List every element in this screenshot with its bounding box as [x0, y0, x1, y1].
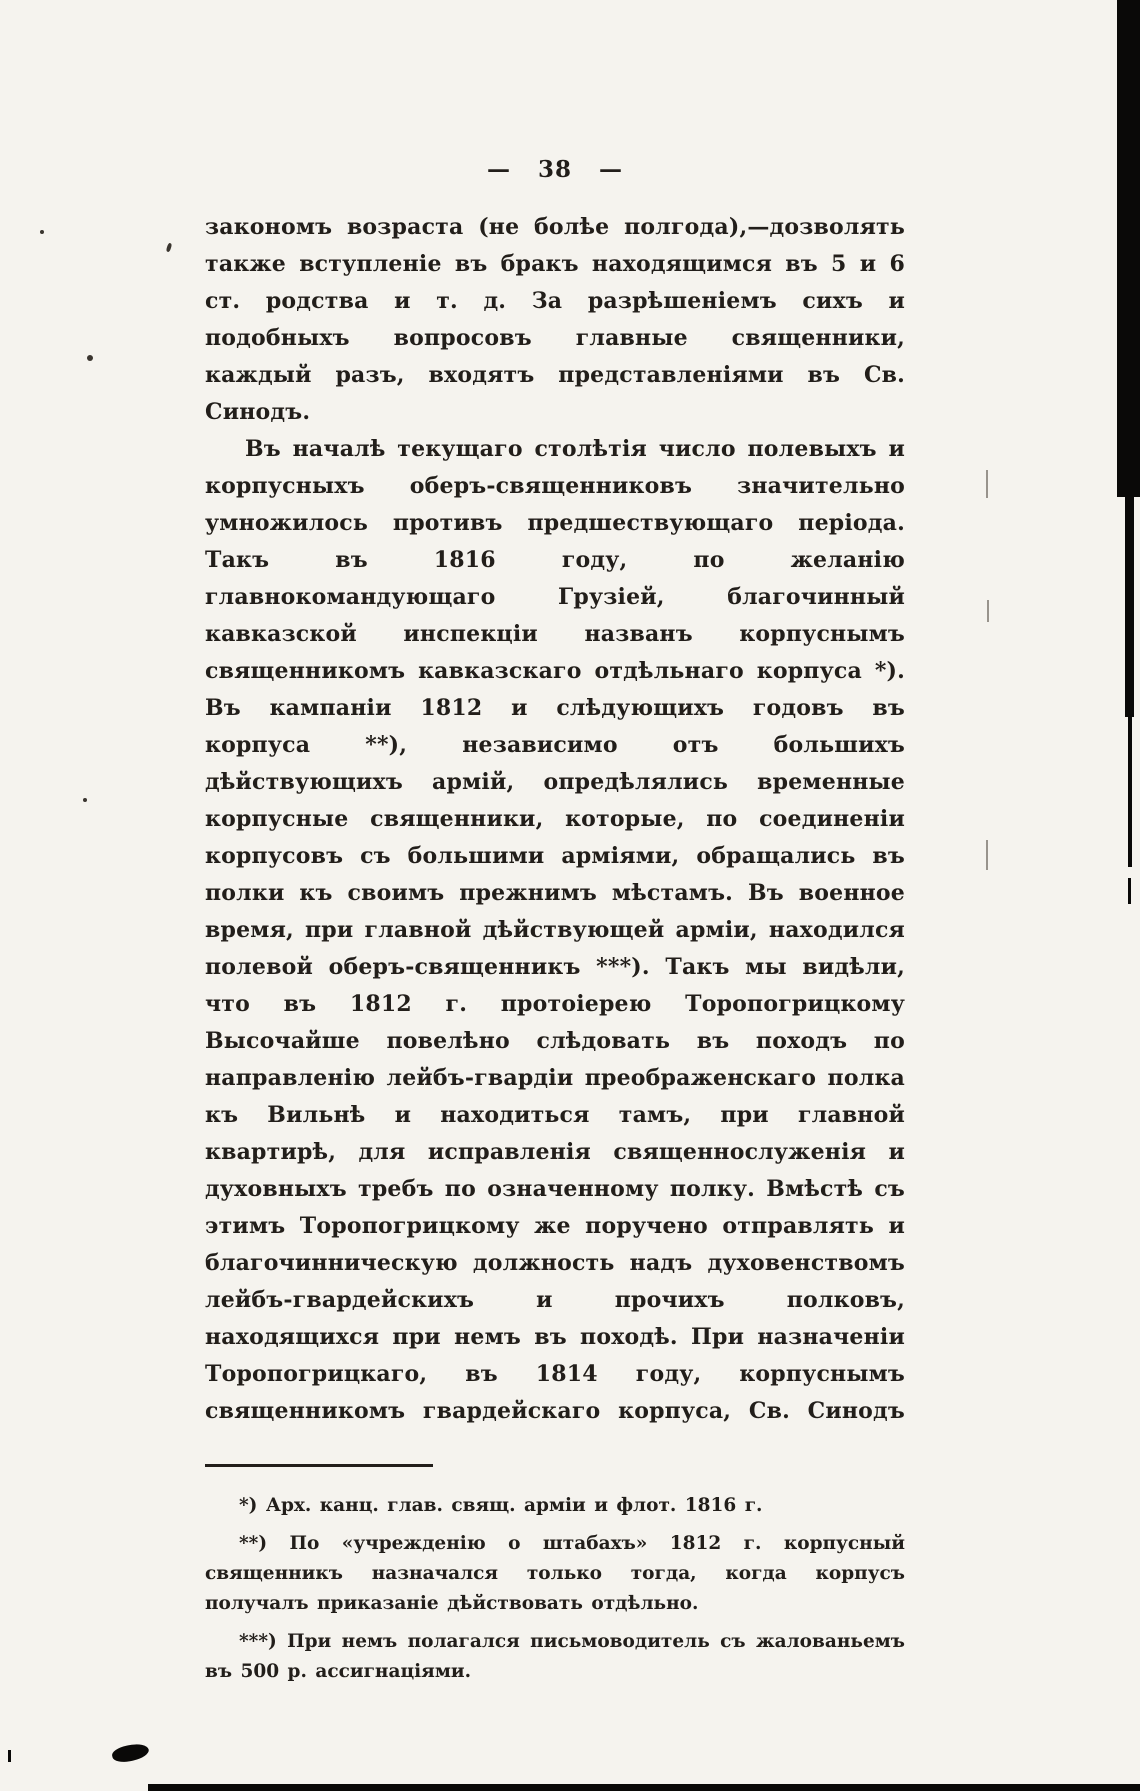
- scan-artifact-right-bar-low: [1128, 717, 1132, 867]
- footnote-3: [205, 1627, 905, 1687]
- footnote-1-text: Арх. канц. глав. свящ. арміи и флот. 1816 г.: [265, 1495, 763, 1516]
- footnote-2-marker: **): [239, 1533, 268, 1554]
- footnote-2: [205, 1529, 905, 1619]
- scan-artifact-right-bar-mid: [1125, 497, 1134, 717]
- scan-edge-mark: [986, 470, 988, 498]
- scan-artifact-ink-blob: [111, 1741, 151, 1764]
- scan-speck: [83, 798, 87, 802]
- scan-artifact-right-bar-dash: [1128, 878, 1131, 904]
- scan-speck: [87, 355, 93, 361]
- scan-speck: [40, 230, 44, 234]
- page-number: — 38 —: [486, 156, 624, 183]
- footnote-3-text: При немъ полагался письмоводитель съ жалованьемъ въ 500 р. ассигнаціями.: [205, 1631, 905, 1682]
- footnote-1-marker: *): [239, 1495, 258, 1516]
- scan-edge-mark: [986, 840, 988, 870]
- scan-edge-mark: [987, 600, 989, 622]
- scan-artifact-bottom-strip: [148, 1784, 1140, 1791]
- scan-artifact-right-bar-top: [1117, 0, 1140, 497]
- body-paragraph-continuation: закономъ возраста (не болѣе полгода),—дозволять также вступленіе въ бракъ находящимся въ 5 и 6 ст. родства и т. д. За разрѣшеніемъ сихъ и подобныхъ вопросовъ главные священники, каждый разъ, входятъ представленіями въ Св. Синодъ.: [205, 214, 905, 425]
- footnote-3-marker: ***): [239, 1631, 277, 1652]
- text-block: [205, 156, 905, 1695]
- scan-speck: [166, 243, 173, 253]
- body-paragraph-main: Въ началѣ текущаго столѣтія число полевыхъ и корпусныхъ оберъ-священниковъ значительно умножилось противъ предшествующаго періода. Такъ въ 1816 году, по желанію главнокомандующаго Грузіей, благочинный кавказской инспекціи названъ корпуснымъ священникомъ кавказскаго отдѣльнаго корпуса *). Въ кампаніи 1812 и слѣдующихъ годовъ въ корпуса **), независимо отъ большихъ дѣйствующихъ армій, опредѣлялись временные корпусные священники, которые, по соединеніи корпусовъ съ большими арміями, обращались въ полки къ своимъ прежнимъ мѣстамъ. Въ военное время, при главной дѣйствующей арміи, находился полевой оберъ-священникъ ***). Такъ мы видѣли, что въ 1812 г. протоіерею Торопогрицкому Высочайше повелѣно слѣдовать въ походъ по направленію лейбъ-гвардіи преображенскаго полка къ Вильнѣ и находиться тамъ, при главной квартирѣ, для исправленія священнослуженія и духовныхъ требъ по означенному полку. Вмѣстѣ съ этимъ Торопогрицкому же поручено отправлять и благочинническую должность надъ духовенствомъ лейбъ-гвардейскихъ и прочихъ полковъ, находящихся при немъ въ походѣ. При назначеніи Торопогрицкаго, въ 1814 году, корпуснымъ священникомъ гвардейскаго корпуса, Св. Синодъ: [205, 436, 905, 1424]
- scan-artifact-corner-tick: [8, 1750, 11, 1762]
- footnote-2-text: По «учрежденію о штабахъ» 1812 г. корпусный священникъ назначался только тогда, когда корпусъ получалъ приказаніе дѣйствовать отдѣльно.: [205, 1533, 905, 1614]
- footnote-divider-rule: [205, 1464, 433, 1467]
- footnote-1: [205, 1491, 905, 1521]
